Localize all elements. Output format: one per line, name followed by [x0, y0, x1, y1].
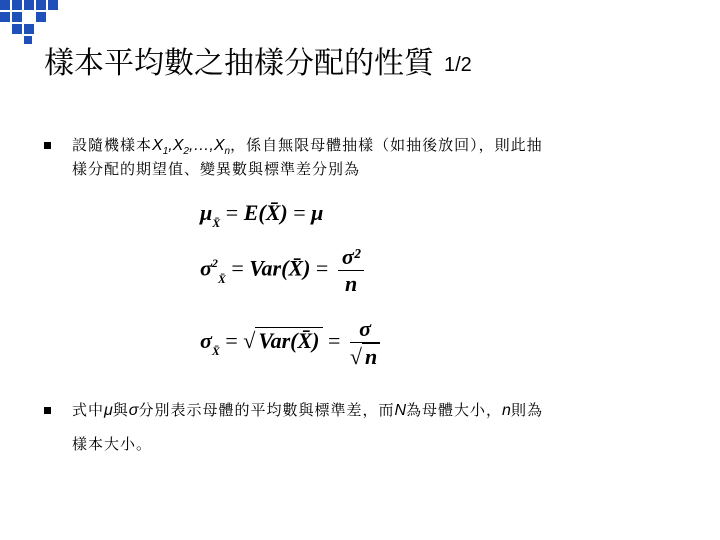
equals: = [287, 200, 312, 225]
deco-square [24, 24, 34, 34]
sub-n: n [224, 146, 231, 157]
equals: = [225, 255, 250, 281]
sigma-symbol: σ [128, 402, 139, 419]
deco-square [24, 0, 34, 10]
subscript: X̄ [211, 344, 220, 359]
text-segment: 則為 [510, 401, 543, 419]
formula-sd [200, 316, 380, 370]
subscript: X̄ [217, 271, 226, 286]
variance-term: Var(X̄) [249, 255, 311, 281]
deco-square [12, 0, 22, 10]
expectation: E(X̄) [243, 200, 288, 225]
deco-square [12, 24, 22, 34]
denominator: n [344, 271, 358, 296]
deco-square [0, 0, 10, 10]
var-N: N [394, 402, 407, 419]
var-n: n [502, 402, 511, 419]
bullet-2-line-1 [72, 399, 543, 422]
var-x2: X [172, 137, 184, 154]
fraction [350, 316, 380, 370]
text-segment: 式中 [72, 401, 105, 419]
deco-square [12, 12, 22, 22]
bullet-1-line-1 [72, 134, 543, 159]
sub-1: 1 [162, 146, 169, 157]
equals: = [310, 255, 334, 281]
equals: = [220, 200, 244, 225]
sqrt-icon: √ [349, 344, 362, 369]
sigma-symbol: σ [200, 255, 212, 281]
sep: ,…, [188, 137, 214, 154]
equals: = [219, 328, 244, 354]
sqrt-icon: √ [243, 328, 256, 354]
mu-symbol: μ [200, 200, 213, 225]
sub-2: 2 [183, 146, 189, 157]
deco-square [48, 0, 58, 10]
bullet-2-line-2: 樣本大小。 [72, 435, 153, 453]
fraction [338, 244, 364, 297]
sep: , [168, 137, 173, 154]
formula-mean [200, 200, 324, 230]
bullet-1-line-2: 樣分配的期望值、變異數與標準差分別為 [72, 160, 361, 178]
text-segment: 設隨機樣本 [72, 136, 153, 154]
mu-symbol: μ [104, 402, 113, 419]
bullet-marker [44, 142, 51, 149]
formula-variance [200, 244, 364, 297]
text-segment: 分別表示母體的平均數與標準差，而 [138, 401, 395, 419]
var-x1: X [152, 137, 163, 154]
radicand: n [362, 343, 380, 370]
superscript: 2 [211, 255, 218, 270]
radicand: Var(X̄) [255, 327, 322, 354]
deco-square [36, 0, 46, 10]
numerator: σ² [338, 244, 364, 271]
mu-symbol: μ [311, 200, 324, 225]
title-text: 樣本平均數之抽樣分配的性質 [44, 46, 434, 81]
denominator [350, 343, 380, 370]
deco-square [0, 12, 10, 22]
subscript: X̄ [212, 216, 221, 230]
text-segment: 為母體大小， [406, 401, 503, 419]
text-segment: 與 [112, 401, 129, 419]
sigma-symbol: σ [200, 328, 212, 354]
page-indicator: 1/2 [444, 54, 472, 76]
bullet-marker [44, 407, 51, 414]
deco-square [36, 12, 46, 22]
slide-title [44, 38, 472, 82]
text-segment: ，係自無限母體抽樣（如抽後放回），則此抽 [230, 136, 543, 154]
equals: = [322, 328, 346, 354]
deco-square [24, 36, 32, 44]
numerator: σ [350, 316, 380, 343]
var-xn: X [213, 137, 225, 154]
